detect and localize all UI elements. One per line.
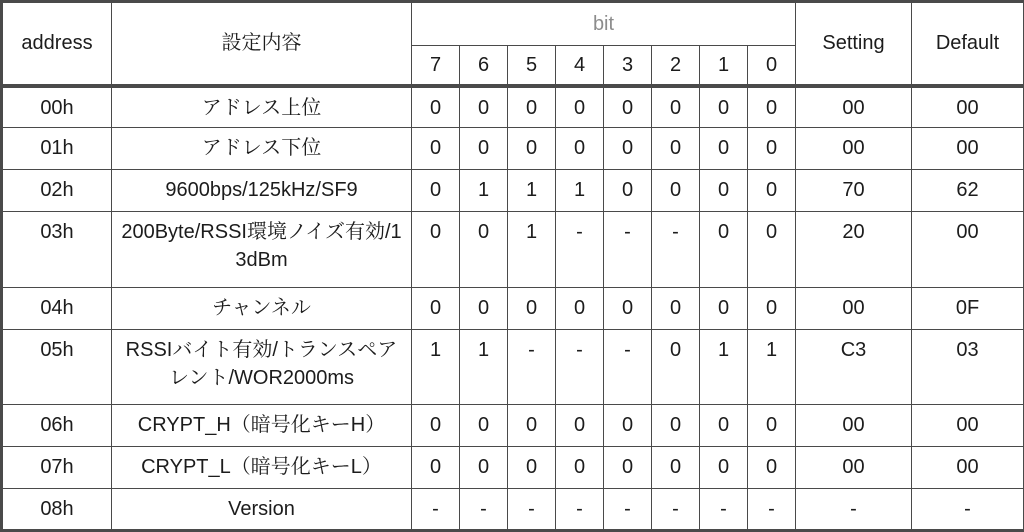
address-cell: 07h [2,447,112,489]
bit-1-cell: 0 [700,212,748,288]
bit-2-cell: 0 [652,330,700,405]
table-row [2,212,1024,288]
bit-5-cell: 0 [508,288,556,330]
default-cell: 00 [912,447,1024,489]
bit-4-cell: - [556,330,604,405]
bit-3-header: 3 [604,46,652,86]
bit-3-cell: 0 [604,170,652,212]
setting-cell: 20 [796,212,912,288]
bit-0-cell: 1 [748,330,796,405]
bit-2-cell: - [652,489,700,531]
setting-cell: - [796,489,912,531]
address-cell: 01h [2,128,112,170]
bit-5-cell: 0 [508,447,556,489]
bit-3-cell: - [604,330,652,405]
bit-3-cell: 0 [604,405,652,447]
bit-5-cell: - [508,489,556,531]
bit-7-cell: 0 [412,447,460,489]
bit-4-cell: 0 [556,405,604,447]
bit-5-cell: 1 [508,170,556,212]
bit-4-cell: 1 [556,170,604,212]
bit-1-cell: 0 [700,170,748,212]
content-cell: チャンネル [112,288,412,330]
content-cell: アドレス下位 [112,128,412,170]
content-cell: Version [112,489,412,531]
bit-6-cell: 0 [460,86,508,128]
bit-5-cell: - [508,330,556,405]
bit-3-cell: 0 [604,447,652,489]
bit-3-cell: 0 [604,288,652,330]
bit-2-cell: 0 [652,170,700,212]
bit-5-cell: 1 [508,212,556,288]
bit-0-cell: 0 [748,212,796,288]
bit-6-cell: 0 [460,447,508,489]
content-cell: CRYPT_H（暗号化キーH） [112,405,412,447]
bit-7-header: 7 [412,46,460,86]
table-row [2,447,1024,489]
bit-0-cell: 0 [748,170,796,212]
table-row [2,86,1024,128]
bit-7-cell: 0 [412,128,460,170]
bit-0-cell: 0 [748,447,796,489]
default-cell: 00 [912,86,1024,128]
default-cell: 00 [912,128,1024,170]
bit-5-cell: 0 [508,86,556,128]
setting-cell: 00 [796,447,912,489]
bit-2-cell: 0 [652,405,700,447]
content-column-header: 設定内容 [112,2,412,86]
address-cell: 04h [2,288,112,330]
bit-1-cell: 1 [700,330,748,405]
bit-7-cell: 0 [412,288,460,330]
table-body [2,86,1024,531]
content-cell: 200Byte/RSSI環境ノイズ有効/13dBm [112,212,412,288]
table-row [2,288,1024,330]
bit-1-cell: - [700,489,748,531]
bit-6-cell: 1 [460,330,508,405]
bit-7-cell: 0 [412,212,460,288]
default-cell: - [912,489,1024,531]
bit-0-header: 0 [748,46,796,86]
table-row [2,128,1024,170]
address-cell: 05h [2,330,112,405]
bit-6-cell: 0 [460,288,508,330]
bit-7-cell: - [412,489,460,531]
table-row [2,489,1024,531]
address-cell: 03h [2,212,112,288]
bit-1-cell: 0 [700,288,748,330]
setting-column-header: Setting [796,2,912,86]
bit-0-cell: 0 [748,288,796,330]
bit-2-cell: 0 [652,447,700,489]
bit-5-cell: 0 [508,405,556,447]
bit-3-cell: - [604,489,652,531]
bit-4-cell: 0 [556,288,604,330]
bit-2-cell: 0 [652,86,700,128]
bit-1-header: 1 [700,46,748,86]
setting-cell: 70 [796,170,912,212]
bit-7-cell: 0 [412,405,460,447]
bit-7-cell: 0 [412,170,460,212]
bit-1-cell: 0 [700,128,748,170]
bit-2-cell: - [652,212,700,288]
bit-6-cell: 0 [460,128,508,170]
bit-3-cell: 0 [604,86,652,128]
default-cell: 03 [912,330,1024,405]
header-row-top [2,2,1024,46]
bit-4-cell: - [556,489,604,531]
setting-cell: 00 [796,405,912,447]
bit-4-cell: 0 [556,447,604,489]
bit-1-cell: 0 [700,86,748,128]
bit-2-header: 2 [652,46,700,86]
bit-0-cell: 0 [748,86,796,128]
bit-7-cell: 1 [412,330,460,405]
content-cell: CRYPT_L（暗号化キーL） [112,447,412,489]
bit-4-cell: - [556,212,604,288]
table-row [2,330,1024,405]
address-cell: 08h [2,489,112,531]
bit-5-cell: 0 [508,128,556,170]
bit-3-cell: - [604,212,652,288]
bit-6-cell: 0 [460,405,508,447]
default-cell: 00 [912,405,1024,447]
setting-cell: 00 [796,86,912,128]
setting-cell: C3 [796,330,912,405]
table-row [2,170,1024,212]
address-cell: 06h [2,405,112,447]
content-cell: アドレス上位 [112,86,412,128]
default-cell: 0F [912,288,1024,330]
default-cell: 62 [912,170,1024,212]
content-cell: 9600bps/125kHz/SF9 [112,170,412,212]
default-cell: 00 [912,212,1024,288]
bit-4-cell: 0 [556,86,604,128]
setting-cell: 00 [796,288,912,330]
address-column-header: address [2,2,112,86]
setting-cell: 00 [796,128,912,170]
bit-0-cell: 0 [748,405,796,447]
bit-6-cell: - [460,489,508,531]
content-cell: RSSIバイト有効/トランスペアレント/WOR2000ms [112,330,412,405]
bit-group-header: bit [412,2,796,46]
bit-6-header: 6 [460,46,508,86]
bit-1-cell: 0 [700,447,748,489]
bit-3-cell: 0 [604,128,652,170]
bit-6-cell: 0 [460,212,508,288]
table-row [2,405,1024,447]
table-header [2,2,1024,86]
bit-4-cell: 0 [556,128,604,170]
bit-2-cell: 0 [652,128,700,170]
bit-0-cell: 0 [748,128,796,170]
default-column-header: Default [912,2,1024,86]
address-cell: 02h [2,170,112,212]
address-cell: 00h [2,86,112,128]
bit-5-header: 5 [508,46,556,86]
bit-6-cell: 1 [460,170,508,212]
bit-4-header: 4 [556,46,604,86]
bit-7-cell: 0 [412,86,460,128]
bit-0-cell: - [748,489,796,531]
bit-1-cell: 0 [700,405,748,447]
bit-2-cell: 0 [652,288,700,330]
